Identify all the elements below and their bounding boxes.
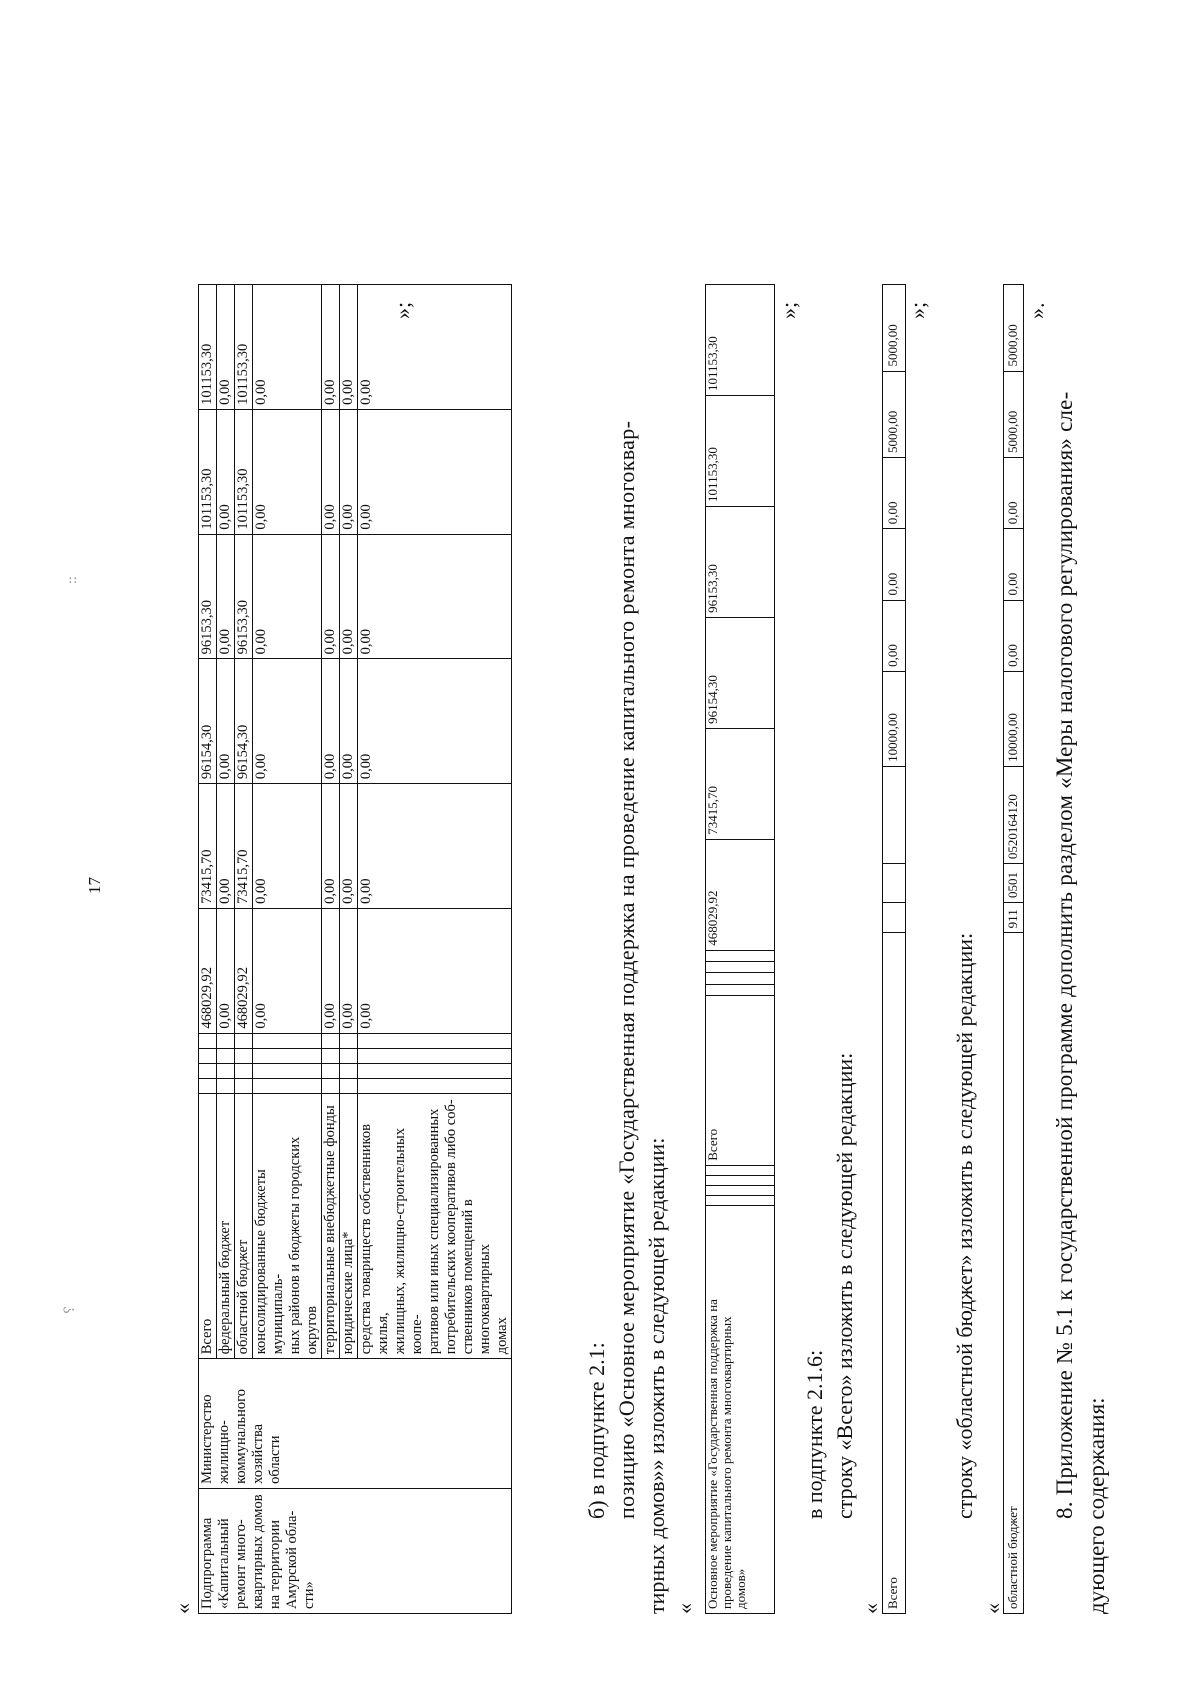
empty-code-cell [358, 1033, 512, 1048]
empty-code-cell [217, 1033, 235, 1048]
scan-mark: :: [65, 576, 80, 584]
funding-source-cell [322, 1093, 340, 1359]
opening-quote: « [170, 1603, 195, 1614]
funding-source-line: ственников помещений в многоквартирных [460, 1199, 493, 1355]
amount-cell: 0,00 [322, 409, 340, 534]
amount-cell: 5000,00 [883, 371, 906, 457]
empty-cell [706, 1186, 775, 1196]
funding-source-line: средства товариществ собственников жилья, [358, 1124, 391, 1355]
subprogram-name-cell [199, 1488, 512, 1613]
amount-cell: 96153,30 [706, 506, 775, 617]
amount-cell: 96154,30 [235, 659, 253, 784]
funding-source-cell [235, 1093, 253, 1359]
amount-cell: 0,00 [340, 659, 358, 784]
empty-code-cell [235, 1078, 253, 1093]
amount-cell: 0,00 [358, 534, 512, 659]
amount-cell: 468029,92 [199, 908, 217, 1033]
subprogram-name-line: сти» [301, 1581, 317, 1609]
empty-code-cell [358, 1048, 512, 1063]
amount-cell: 0,00 [322, 534, 340, 659]
subprogram-name-line: квартирных домов [250, 1494, 266, 1609]
budget-code-cell: 911 [1004, 903, 1024, 933]
amount-cell: 0,00 [253, 285, 322, 410]
rotated-page [63, 214, 1120, 1614]
empty-code-cell [358, 1063, 512, 1078]
amount-cell: 73415,70 [706, 728, 775, 839]
funding-source-line: ративов или иных специализированных [426, 1108, 442, 1355]
empty-cell [706, 1175, 775, 1185]
empty-code-cell [199, 1048, 217, 1063]
regional-budget-table [1003, 284, 1024, 1614]
empty-code-cell [340, 1063, 358, 1078]
budget-code-cell: 0520164120 [1004, 766, 1024, 863]
amount-cell: 73415,70 [199, 784, 217, 909]
amount-cell: 5000,00 [1004, 371, 1024, 457]
funding-source-line: юридические лица* [340, 1231, 356, 1355]
empty-code-cell [340, 1048, 358, 1063]
amount-cell: 0,00 [217, 534, 235, 659]
budget-code-cell: 0501 [1004, 864, 1024, 903]
amount-cell: 0,00 [340, 285, 358, 410]
main-activity-table [705, 284, 775, 1614]
closing-quote: »; [776, 301, 801, 319]
empty-code-cell [883, 766, 906, 863]
amount-cell: 0,00 [217, 285, 235, 410]
amount-cell: 0,00 [217, 784, 235, 909]
amount-cell: 101153,30 [199, 285, 217, 410]
activity-name-cell [706, 1206, 775, 1614]
amount-cell: 101153,30 [706, 285, 775, 396]
responsible-executor-line: коммунального [233, 1389, 249, 1484]
funding-source-line: федеральный бюджет [217, 1220, 233, 1355]
activity-name-line: домов» [733, 1568, 748, 1609]
empty-code-cell [199, 1033, 217, 1048]
funding-source-line: ных районов и бюджеты городских округов [287, 1136, 320, 1355]
empty-code-cell [340, 1033, 358, 1048]
closing-quote: »; [905, 301, 930, 319]
empty-code-cell [253, 1063, 322, 1078]
paragraph-c-heading: в подпункте 2.1.6: [802, 1349, 827, 1519]
paragraph-e-text-cont: дующего содержания: [1084, 1397, 1109, 1614]
responsible-executor-line: Министерство [199, 1394, 215, 1484]
amount-cell: 10000,00 [883, 671, 906, 766]
amount-cell: 0,00 [322, 784, 340, 909]
amount-cell: 0,00 [217, 659, 235, 784]
subprogram-name-line: на территории [267, 1519, 283, 1609]
empty-cell [706, 1196, 775, 1206]
amount-cell: 101153,30 [235, 409, 253, 534]
funding-kind-cell: Всего [706, 995, 775, 1165]
amount-cell: 96153,30 [235, 534, 253, 659]
paragraph-c-text: строку «Всего» изложить в следующей редакции: [832, 1052, 857, 1519]
amount-cell: 0,00 [253, 534, 322, 659]
responsible-executor-line: области [267, 1435, 283, 1484]
paragraph-e-text: 8. Приложение № 5.1 к государственной программе дополнить разделом «Меры налогового регулирования» сле- [1052, 391, 1077, 1519]
funding-source-line: консолидированные бюджеты муниципаль- [253, 1169, 286, 1355]
amount-cell: 0,00 [883, 600, 906, 671]
amount-cell: 0,00 [253, 784, 322, 909]
funding-source-cell [340, 1093, 358, 1359]
funding-source-line: потребительских кооперативов либо соб- [443, 1099, 459, 1355]
empty-code-cell [235, 1048, 253, 1063]
amount-cell: 0,00 [1004, 457, 1024, 528]
funding-source-line: домах [494, 1317, 510, 1355]
amount-cell: 0,00 [358, 659, 512, 784]
amount-cell: 0,00 [358, 285, 512, 410]
empty-code-cell [340, 1078, 358, 1093]
amount-cell: 10000,00 [1004, 671, 1024, 766]
responsible-executor-cell [199, 1359, 512, 1489]
amount-cell: 0,00 [322, 659, 340, 784]
closing-quote: ». [1024, 302, 1049, 319]
subprogram-name-line: ремонт много- [233, 1519, 249, 1609]
amount-cell: 0,00 [253, 659, 322, 784]
subprogram-name-line: «Капитальный [216, 1518, 232, 1609]
empty-code-cell [322, 1048, 340, 1063]
funding-source-line: территориальные внебюджетные фонды [322, 1105, 338, 1355]
amount-cell: 0,00 [253, 908, 322, 1033]
funding-source-cell [199, 1093, 217, 1359]
opening-quote: « [672, 1603, 697, 1614]
responsible-executor-line: жилищно- [216, 1420, 232, 1484]
amount-cell: 0,00 [217, 409, 235, 534]
activity-name-line: проведение капитального ремонта многоквартирных [719, 1316, 734, 1609]
funding-source-line: жилищных, жилищно-строительных коопе- [392, 1127, 425, 1355]
empty-code-cell [883, 903, 906, 933]
activity-name-line: Основное мероприятие «Государственная поддержка на [705, 1299, 720, 1609]
amount-cell: 0,00 [340, 784, 358, 909]
page-number: 17 [85, 877, 104, 894]
funding-source-cell [358, 1093, 512, 1359]
opening-quote: « [858, 1603, 883, 1614]
closing-quote: »; [390, 301, 415, 319]
amount-cell: 101153,30 [706, 396, 775, 507]
empty-code-cell [322, 1063, 340, 1078]
empty-code-cell [253, 1048, 322, 1063]
amount-cell: 0,00 [340, 409, 358, 534]
empty-code-cell [706, 950, 775, 961]
subprogram-name-line: Амурской обла- [284, 1510, 300, 1609]
row-label-cell: Всего [883, 933, 906, 1614]
empty-code-cell [199, 1078, 217, 1093]
opening-quote: « [980, 1603, 1005, 1614]
amount-cell: 0,00 [1004, 600, 1024, 671]
funding-source-line: Всего [199, 1318, 215, 1355]
amount-cell: 0,00 [358, 409, 512, 534]
amount-cell: 0,00 [358, 908, 512, 1033]
empty-code-cell [217, 1048, 235, 1063]
row-label-cell: областной бюджет [1004, 933, 1024, 1614]
amount-cell: 5000,00 [883, 285, 906, 372]
amount-cell: 0,00 [322, 285, 340, 410]
empty-code-cell [235, 1063, 253, 1078]
funding-source-cell [217, 1093, 235, 1359]
empty-cell [706, 1165, 775, 1175]
funding-source-cell [253, 1093, 322, 1359]
empty-code-cell [706, 984, 775, 995]
amount-cell: 468029,92 [235, 908, 253, 1033]
amount-cell: 5000,00 [1004, 285, 1024, 372]
paragraph-b-text-cont: тирных домов»» изложить в следующей редакции: [644, 1137, 669, 1614]
amount-cell: 0,00 [340, 534, 358, 659]
empty-code-cell [322, 1078, 340, 1093]
empty-code-cell [706, 973, 775, 984]
empty-code-cell [883, 864, 906, 903]
empty-code-cell [358, 1078, 512, 1093]
empty-code-cell [253, 1033, 322, 1048]
amount-cell: 96154,30 [706, 617, 775, 728]
empty-code-cell [706, 962, 775, 973]
amount-cell: 0,00 [340, 908, 358, 1033]
table-row [199, 285, 217, 1614]
responsible-executor-line: хозяйства [250, 1423, 266, 1484]
subprogram-name-line: Подпрограмма [199, 1517, 215, 1609]
subprogram-table [198, 284, 512, 1614]
empty-code-cell [253, 1078, 322, 1093]
amount-cell: 96153,30 [199, 534, 217, 659]
empty-code-cell [322, 1033, 340, 1048]
amount-cell: 0,00 [217, 908, 235, 1033]
amount-cell: 0,00 [1004, 529, 1024, 600]
empty-code-cell [217, 1063, 235, 1078]
amount-cell: 73415,70 [235, 784, 253, 909]
amount-cell: 101153,30 [199, 409, 217, 534]
empty-code-cell [199, 1063, 217, 1078]
amount-cell: 0,00 [883, 529, 906, 600]
paragraph-b-text: позицию «Основное мероприятие «Государственная поддержка на проведение капитального ремонта многоквар- [614, 420, 639, 1519]
empty-code-cell [235, 1033, 253, 1048]
amount-cell: 0,00 [358, 784, 512, 909]
amount-cell: 0,00 [322, 908, 340, 1033]
amount-cell: 101153,30 [235, 285, 253, 410]
amount-cell: 96154,30 [199, 659, 217, 784]
amount-cell: 0,00 [253, 409, 322, 534]
paragraph-b-heading: б) в подпункте 2.1: [584, 1342, 609, 1519]
empty-code-cell [217, 1078, 235, 1093]
amount-cell: 468029,92 [706, 839, 775, 950]
paragraph-d-text: строку «областной бюджет» изложить в следующей редакции: [952, 932, 977, 1519]
amount-cell: 0,00 [883, 457, 906, 528]
scan-mark: ⸮ [63, 1306, 78, 1314]
funding-source-line: областной бюджет [235, 1239, 251, 1355]
total-row-table [882, 284, 906, 1614]
